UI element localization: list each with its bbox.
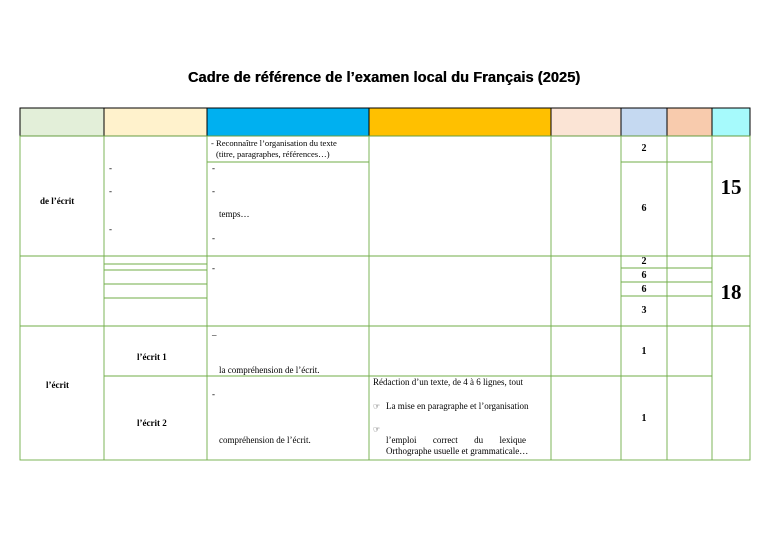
section1-total: 15 [720, 175, 742, 199]
hand-pointer-icon: ☞ [373, 425, 381, 434]
bullet-2-word: correct [432, 435, 458, 445]
section1-item2-dash2: - [212, 186, 215, 196]
bullet-2-word: lexique [499, 435, 526, 445]
sub1-text: la compréhension de l’écrit. [219, 365, 320, 375]
section2-total: 18 [720, 280, 742, 304]
section1-dash-1: - [109, 163, 112, 173]
section1-dash-3: - [109, 224, 112, 234]
section1-item2-dash1: - [212, 163, 215, 173]
page-title: Cadre de référence de l’examen local du Français (2025) [187, 70, 581, 86]
bullet-2-word: l’emploi [386, 435, 417, 445]
bullet-2-line1 [386, 435, 526, 446]
sub1-score: 1 [641, 346, 647, 357]
row-label-section1: de l’écrit [40, 196, 75, 206]
task-intro: Rédaction d’un texte, de 4 à 6 lignes, tout [373, 377, 523, 387]
section1-item2-dash3: - [212, 233, 215, 243]
sub2-dash: - [212, 389, 215, 399]
bullet-1: La mise en paragraphe et l’organisation [386, 401, 529, 411]
section1-item2-temps: temps… [219, 209, 250, 219]
section2-score-1: 2 [641, 256, 647, 267]
section1-dash-2: - [109, 186, 112, 196]
section1-score-b: 6 [641, 203, 647, 214]
sub1-label: l’écrit 1 [137, 352, 167, 362]
bullet-2-word: du [474, 435, 484, 445]
bullet-2-line2: Orthographe usuelle et grammaticale… [386, 446, 529, 456]
row-label-section3: l’écrit [46, 380, 69, 390]
section1-item1-line1: - Reconnaître l’organisation du texte [211, 138, 337, 148]
section1-item1-line2: (titre, paragraphes, références…) [216, 149, 330, 159]
sub2-text: compréhension de l’écrit. [219, 435, 311, 445]
sub1-dash: – [212, 330, 217, 340]
section2-score-2: 6 [641, 270, 647, 281]
hand-pointer-icon: ☞ [373, 402, 381, 411]
section2-score-4: 3 [641, 305, 647, 316]
section2-dash: - [212, 263, 215, 273]
section1-score-a: 2 [641, 143, 647, 154]
sub2-score: 1 [641, 413, 647, 424]
sub2-label: l’écrit 2 [137, 418, 167, 428]
section2-score-3: 6 [641, 284, 647, 295]
